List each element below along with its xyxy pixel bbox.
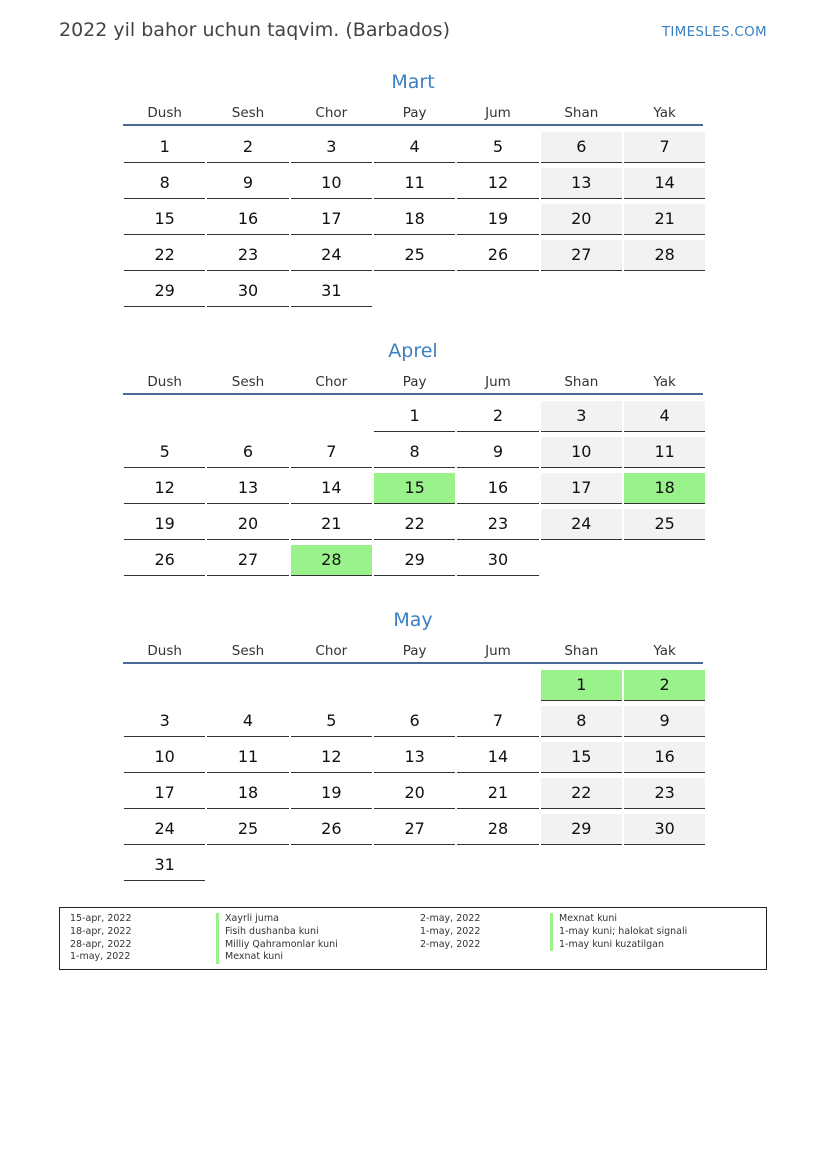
day-cell (206, 778, 289, 814)
day-cell (456, 545, 539, 581)
day-number: 12 (457, 168, 538, 199)
day-cell (373, 509, 456, 545)
day-cell (206, 132, 289, 168)
day-grid (123, 401, 703, 581)
day-number: 9 (457, 437, 538, 468)
month-aprel (123, 339, 703, 581)
day-cell (123, 168, 206, 204)
legend-date: 2-may, 2022 (420, 938, 481, 950)
day-cell (123, 204, 206, 240)
day-cell (456, 240, 539, 276)
empty-cell (456, 670, 539, 706)
holiday-day: 15 (374, 473, 455, 504)
legend-holiday-name: 1-may kuni kuzatilgan (550, 939, 687, 952)
day-cell (456, 204, 539, 240)
day-cell (206, 509, 289, 545)
day-cell (123, 545, 206, 581)
day-cell (206, 240, 289, 276)
legend-date: 18-apr, 2022 (70, 925, 132, 937)
day-number: 19 (291, 778, 372, 809)
legend-holiday-name: 1-may kuni; halokat signali (550, 926, 687, 939)
day-number: 19 (124, 509, 205, 540)
day-cell (206, 742, 289, 778)
page-title: 2022 yil bahor uchun taqvim. (Barbados) (59, 19, 450, 41)
weekday-label: Sesh (231, 643, 265, 659)
day-cell (123, 437, 206, 473)
weekday-label: Pay (402, 643, 427, 659)
day-number: 17 (291, 204, 372, 235)
day-cell (456, 742, 539, 778)
day-number: 13 (207, 473, 288, 504)
day-cell (290, 437, 373, 473)
day-number: 9 (624, 706, 705, 737)
day-number: 8 (374, 437, 455, 468)
day-cell (290, 240, 373, 276)
weekday-header (123, 102, 703, 126)
day-number: 10 (124, 742, 205, 773)
weekday-label: Yak (653, 643, 676, 659)
day-cell (623, 168, 706, 204)
weekday-label: Dush (147, 643, 182, 659)
legend-dates-col-2 (420, 913, 480, 951)
day-grid (123, 670, 703, 886)
day-cell (540, 401, 623, 437)
day-cell (206, 473, 289, 509)
day-number: 30 (457, 545, 538, 576)
day-cell (206, 168, 289, 204)
day-number: 11 (207, 742, 288, 773)
day-number: 16 (624, 742, 705, 773)
day-cell (623, 778, 706, 814)
empty-cell (123, 401, 206, 437)
day-number: 23 (207, 240, 288, 271)
day-number: 15 (124, 204, 205, 235)
day-number: 13 (541, 168, 622, 199)
day-cell (456, 473, 539, 509)
day-number: 26 (457, 240, 538, 271)
legend-date: 1-may, 2022 (70, 951, 131, 963)
day-number: 26 (124, 545, 205, 576)
day-cell (623, 473, 706, 509)
day-cell (290, 473, 373, 509)
day-cell (290, 132, 373, 168)
legend-names-col-1 (216, 913, 338, 964)
day-number: 8 (541, 706, 622, 737)
day-number: 31 (291, 276, 372, 307)
day-number: 7 (457, 706, 538, 737)
weekday-label: Sesh (231, 374, 265, 390)
day-number: 20 (374, 778, 455, 809)
day-number: 11 (624, 437, 705, 468)
day-number: 22 (124, 240, 205, 271)
day-number: 30 (624, 814, 705, 845)
day-cell (623, 437, 706, 473)
day-cell (290, 778, 373, 814)
day-number: 12 (291, 742, 372, 773)
day-cell (623, 670, 706, 706)
day-number: 17 (124, 778, 205, 809)
day-cell (290, 168, 373, 204)
day-cell (623, 132, 706, 168)
day-cell (540, 204, 623, 240)
day-cell (123, 778, 206, 814)
day-cell (206, 706, 289, 742)
day-number: 29 (374, 545, 455, 576)
day-number: 7 (624, 132, 705, 163)
day-cell (290, 706, 373, 742)
day-number: 25 (374, 240, 455, 271)
day-cell (456, 778, 539, 814)
day-cell (206, 545, 289, 581)
day-number: 23 (457, 509, 538, 540)
weekday-label: Yak (653, 105, 676, 121)
day-number: 2 (457, 401, 538, 432)
day-cell (373, 545, 456, 581)
day-cell (373, 437, 456, 473)
weekday-label: Shan (564, 105, 599, 121)
day-cell (623, 204, 706, 240)
weekday-label: Chor (315, 643, 348, 659)
day-number: 11 (374, 168, 455, 199)
day-cell (540, 778, 623, 814)
day-number: 17 (541, 473, 622, 504)
weekday-label: Jum (485, 643, 511, 659)
day-cell (206, 814, 289, 850)
day-number: 14 (624, 168, 705, 199)
day-number: 22 (374, 509, 455, 540)
day-cell (456, 437, 539, 473)
day-number: 2 (207, 132, 288, 163)
day-cell (623, 509, 706, 545)
holiday-day: 1 (541, 670, 622, 701)
day-cell (373, 742, 456, 778)
holiday-day: 28 (291, 545, 372, 576)
month-name: Mart (391, 71, 435, 93)
day-number: 3 (124, 706, 205, 737)
day-cell (206, 437, 289, 473)
month-name: Aprel (388, 340, 438, 362)
day-number: 13 (374, 742, 455, 773)
day-cell (123, 240, 206, 276)
day-cell (373, 168, 456, 204)
day-grid (123, 132, 703, 312)
day-cell (206, 276, 289, 312)
day-number: 23 (624, 778, 705, 809)
day-number: 14 (457, 742, 538, 773)
day-number: 6 (207, 437, 288, 468)
day-cell (456, 509, 539, 545)
legend-date: 1-may, 2022 (420, 925, 481, 937)
weekday-header (123, 640, 703, 664)
day-number: 24 (291, 240, 372, 271)
day-number: 27 (374, 814, 455, 845)
day-number: 14 (291, 473, 372, 504)
day-number: 15 (541, 742, 622, 773)
legend-holiday-name: Xayrli juma (216, 913, 338, 926)
weekday-label: Chor (315, 374, 348, 390)
day-cell (540, 706, 623, 742)
weekday-label: Pay (402, 105, 427, 121)
day-cell (373, 473, 456, 509)
empty-cell (373, 670, 456, 706)
legend-date: 2-may, 2022 (420, 913, 481, 924)
day-cell (290, 814, 373, 850)
day-number: 21 (291, 509, 372, 540)
day-number: 29 (124, 276, 205, 307)
legend-date: 15-apr, 2022 (70, 913, 132, 924)
day-cell (123, 742, 206, 778)
day-cell (373, 132, 456, 168)
day-cell (123, 132, 206, 168)
day-cell (540, 437, 623, 473)
holiday-legend (59, 907, 767, 970)
day-cell (540, 742, 623, 778)
day-number: 25 (624, 509, 705, 540)
day-number: 20 (541, 204, 622, 235)
day-cell (623, 742, 706, 778)
month-name: May (393, 609, 433, 631)
day-cell (540, 509, 623, 545)
day-cell (290, 545, 373, 581)
month-mart (123, 70, 703, 312)
day-number: 22 (541, 778, 622, 809)
weekday-header (123, 371, 703, 395)
day-number: 4 (207, 706, 288, 737)
legend-holiday-name: Mexnat kuni (216, 951, 338, 964)
day-cell (290, 276, 373, 312)
day-number: 28 (624, 240, 705, 271)
day-number: 10 (291, 168, 372, 199)
day-cell (290, 204, 373, 240)
day-number: 9 (207, 168, 288, 199)
weekday-label: Dush (147, 105, 182, 121)
day-number: 28 (457, 814, 538, 845)
day-number: 31 (124, 850, 205, 881)
day-cell (290, 509, 373, 545)
day-cell (540, 132, 623, 168)
day-cell (540, 814, 623, 850)
empty-cell (290, 670, 373, 706)
day-cell (123, 814, 206, 850)
day-number: 4 (374, 132, 455, 163)
day-cell (456, 401, 539, 437)
day-cell (206, 204, 289, 240)
day-number: 10 (541, 437, 622, 468)
day-cell (123, 509, 206, 545)
day-number: 3 (291, 132, 372, 163)
day-number: 24 (541, 509, 622, 540)
day-cell (456, 706, 539, 742)
day-cell (373, 401, 456, 437)
day-number: 21 (457, 778, 538, 809)
day-cell (540, 168, 623, 204)
empty-cell (123, 670, 206, 706)
day-number: 18 (374, 204, 455, 235)
day-number: 6 (541, 132, 622, 163)
day-number: 8 (124, 168, 205, 199)
day-cell (540, 670, 623, 706)
day-cell (623, 814, 706, 850)
day-cell (623, 240, 706, 276)
day-number: 12 (124, 473, 205, 504)
day-number: 25 (207, 814, 288, 845)
day-cell (123, 850, 206, 886)
day-number: 3 (541, 401, 622, 432)
day-number: 4 (624, 401, 705, 432)
legend-date: 28-apr, 2022 (70, 938, 132, 950)
day-number: 24 (124, 814, 205, 845)
day-number: 5 (457, 132, 538, 163)
day-cell (123, 276, 206, 312)
weekday-label: Sesh (231, 105, 265, 121)
day-cell (540, 473, 623, 509)
weekday-label: Shan (564, 643, 599, 659)
day-cell (373, 778, 456, 814)
weekday-label: Yak (653, 374, 676, 390)
day-cell (123, 473, 206, 509)
day-cell (373, 204, 456, 240)
weekday-label: Shan (564, 374, 599, 390)
day-number: 16 (207, 204, 288, 235)
day-number: 20 (207, 509, 288, 540)
day-number: 1 (374, 401, 455, 432)
day-cell (623, 401, 706, 437)
holiday-day: 18 (624, 473, 705, 504)
legend-holiday-name: Milliy Qahramonlar kuni (216, 939, 338, 952)
day-cell (456, 168, 539, 204)
weekday-label: Jum (485, 105, 511, 121)
day-number: 16 (457, 473, 538, 504)
day-cell (373, 814, 456, 850)
empty-cell (290, 401, 373, 437)
day-cell (123, 706, 206, 742)
holiday-day: 2 (624, 670, 705, 701)
day-cell (290, 742, 373, 778)
day-cell (373, 240, 456, 276)
weekday-label: Dush (147, 374, 182, 390)
day-number: 7 (291, 437, 372, 468)
day-number: 27 (541, 240, 622, 271)
weekday-label: Pay (402, 374, 427, 390)
day-number: 26 (291, 814, 372, 845)
legend-holiday-name: Mexnat kuni (550, 913, 687, 926)
day-number: 29 (541, 814, 622, 845)
empty-cell (206, 401, 289, 437)
day-cell (623, 706, 706, 742)
day-number: 30 (207, 276, 288, 307)
day-number: 5 (124, 437, 205, 468)
day-cell (373, 706, 456, 742)
month-may (123, 608, 703, 886)
day-number: 6 (374, 706, 455, 737)
weekday-label: Jum (485, 374, 511, 390)
day-cell (540, 240, 623, 276)
empty-cell (206, 670, 289, 706)
legend-holiday-name: Fisih dushanba kuni (216, 926, 338, 939)
legend-names-col-2 (550, 913, 687, 951)
day-number: 5 (291, 706, 372, 737)
day-number: 21 (624, 204, 705, 235)
day-number: 1 (124, 132, 205, 163)
day-number: 19 (457, 204, 538, 235)
day-cell (456, 814, 539, 850)
day-number: 18 (207, 778, 288, 809)
weekday-label: Chor (315, 105, 348, 121)
brand-link[interactable]: TIMESLES.COM (661, 24, 767, 40)
day-cell (456, 132, 539, 168)
day-number: 27 (207, 545, 288, 576)
legend-dates-col-1 (70, 913, 132, 964)
